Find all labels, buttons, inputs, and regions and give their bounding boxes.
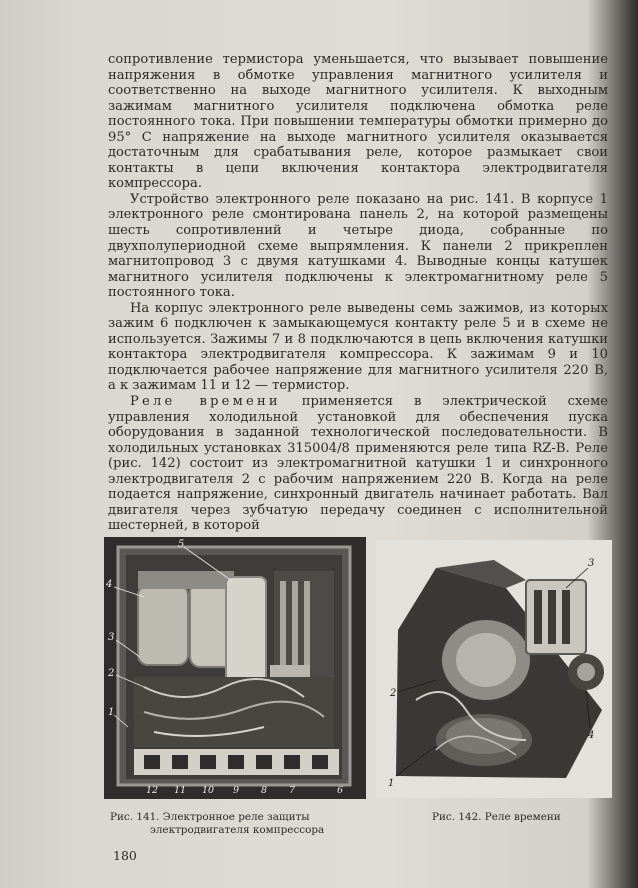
paragraph-4 <box>108 394 608 534</box>
figure-141-photo <box>104 537 366 799</box>
callout-1: 1 <box>388 778 395 789</box>
paragraph-4-text: применяется в электрической схеме управления холодильной установкой для обеспечения пуска оборудования в заданной технологической последовательности. В холодильных установках 315004/8 применяются реле типа RZ-B. Реле (рис. 142) состоит из электромагнитной катушки 1 и синхронного электродвигателя 2 с рабочим напряжением 220 В. Когда на реле подается напряжение, синхронный двигатель начинает работать. Вал двигателя через зубчатую передачу соединен с исполнительной шестерней, в которой <box>108 394 609 534</box>
terminal-9: 9 <box>232 785 240 796</box>
callout-1: 1 <box>108 707 115 718</box>
term-rele-vremeni: Реле времени <box>130 394 281 410</box>
time-relay-image <box>376 540 612 798</box>
figure-142-caption: Рис. 142. Реле времени <box>432 811 561 823</box>
figure-142-photo <box>376 540 612 798</box>
terminal-7: 7 <box>288 785 296 796</box>
terminal-12: 12 <box>145 785 159 796</box>
terminal-6: 6 <box>336 785 344 796</box>
callout-2: 2 <box>390 688 397 699</box>
callout-2: 2 <box>108 668 115 679</box>
body-text <box>108 52 608 534</box>
paragraph-1: сопротивление термистора уменьшается, что вызывает повышение напряжения в обмотке управления магнитного усилителя и соответственно на выходе магнитного усилителя. К выходным зажимам магнитного усилителя подключена обмотка реле постоянного тока. При повышении температуры обмотки примерно до 95° С напряжение на выходе магнитного усилителя оказывается достаточным для срабатывания реле, которое размыкает свои контакты в цепи включения контактора электродвигателя компрессора. <box>108 52 608 192</box>
callout-3: 3 <box>588 558 595 569</box>
callout-4: 4 <box>588 730 595 741</box>
caption-141-line2: электродвигателя компрессора <box>150 824 325 836</box>
paragraph-3: На корпус электронного реле выведены семь зажимов, из которых зажим 6 подключен к замыкающемуся контакту реле 5 и в схеме не используется. Зажимы 7 и 8 подключаются в цепь включения катушки контактора электродвигателя компрессора. К зажимам 9 и 10 подключается рабочее напряжение для магнитного усилителя 220 В, а к зажимам 11 и 12 — термистор. <box>108 300 608 394</box>
callout-4: 4 <box>106 579 113 590</box>
page-number: 180 <box>113 848 137 863</box>
caption-141-line1: Рис. 141. Электронное реле защиты <box>110 811 310 823</box>
callout-3: 3 <box>108 632 115 643</box>
terminal-11: 11 <box>173 785 187 796</box>
terminal-8: 8 <box>260 785 268 796</box>
paragraph-2: Устройство электронного реле показано на рис. 141. В корпусе 1 электронного реле смонтирована панель 2, на которой размещены шесть сопротивлений и четыре диода, собранные по двухполупериодной схеме выпрямления. К панели 2 прикреплен магнитопровод 3 с двумя катушками 4. Выводные концы катушек магнитного усилителя подключены к электромагнитному реле 5 постоянного тока. <box>108 191 608 301</box>
electronic-relay-image <box>104 537 366 799</box>
callout-5: 5 <box>178 539 185 550</box>
figure-141-caption <box>110 811 370 837</box>
terminal-10: 10 <box>201 785 215 796</box>
